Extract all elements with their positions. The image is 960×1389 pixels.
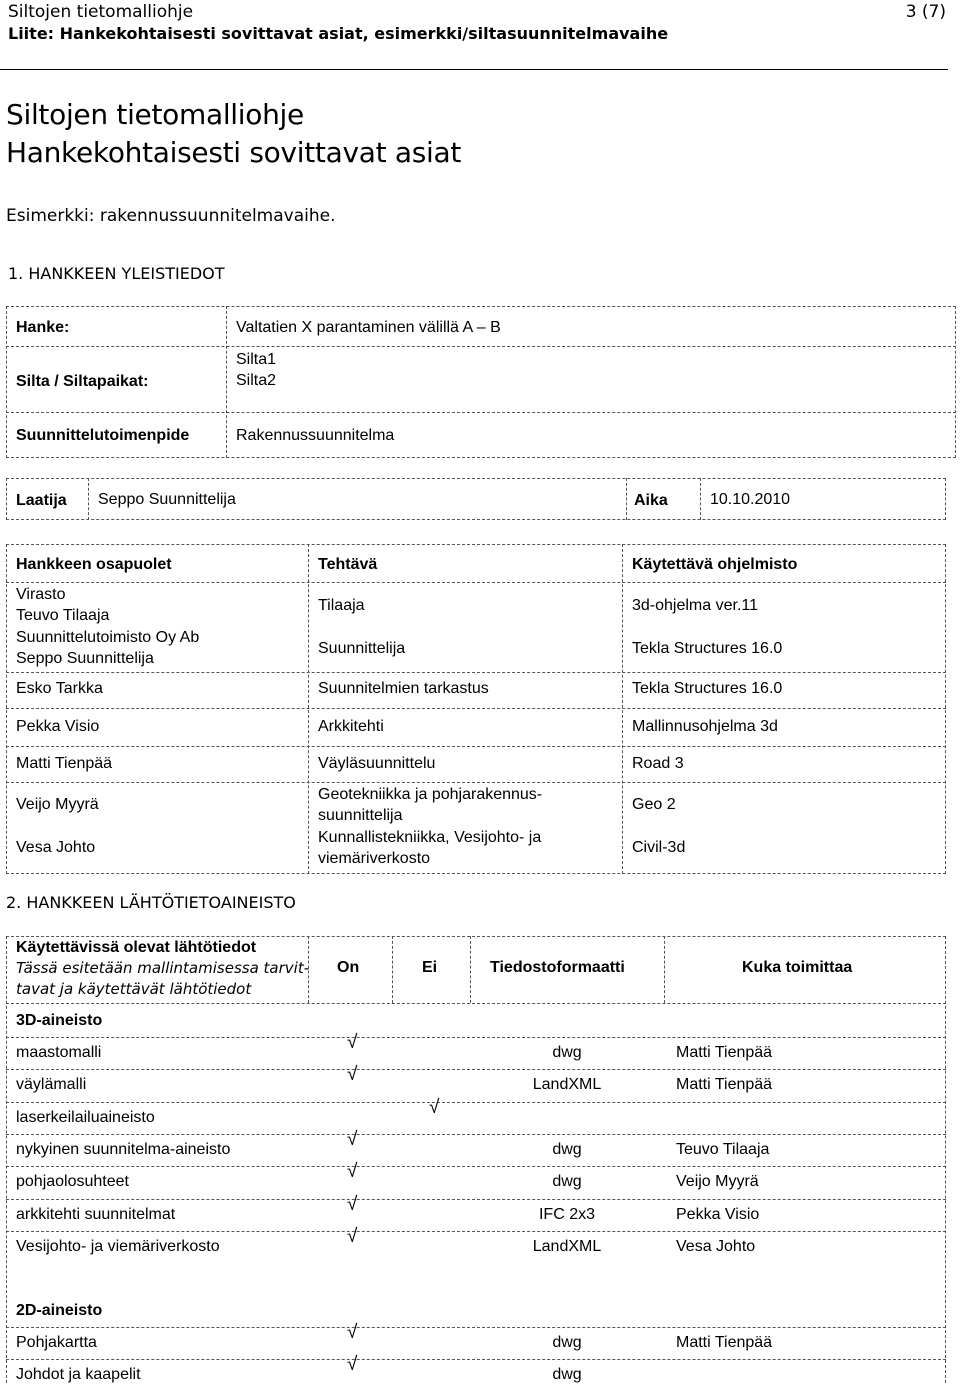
row-divider bbox=[6, 1359, 946, 1360]
col-header-parties: Hankkeen osapuolet bbox=[16, 556, 172, 573]
source-item-name: Johdot ja kaapelit bbox=[16, 1366, 141, 1383]
party-software: Mallinnusohjelma 3d bbox=[632, 718, 778, 735]
author-value: Seppo Suunnittelija bbox=[98, 491, 236, 508]
time-value: 10.10.2010 bbox=[710, 491, 791, 508]
party-org: Virasto bbox=[16, 586, 66, 603]
source-item-name: laserkeilailuaineisto bbox=[16, 1108, 155, 1126]
source-item-provider: Matti Tienpää bbox=[676, 1044, 773, 1061]
source-item-provider: Vesa Johto bbox=[676, 1237, 756, 1255]
party-person: Teuvo Tilaaja bbox=[16, 607, 110, 624]
party-person: Seppo Suunnittelija bbox=[16, 650, 154, 667]
row-divider bbox=[6, 1037, 946, 1038]
source-item-name: arkkitehti suunnitelmat bbox=[16, 1205, 176, 1223]
bridge-value-2: Silta2 bbox=[236, 372, 277, 389]
source-item-format: dwg bbox=[552, 1140, 582, 1158]
source-item-name: Pohjakartta bbox=[16, 1334, 97, 1351]
source-item-provider: Matti Tienpää bbox=[676, 1334, 773, 1351]
running-header-attachment: Liite: Hankekohtaisesti sovittavat asiat, esimerkki/siltasuunnitelmavaihe bbox=[8, 24, 669, 43]
source-item-name: väylämalli bbox=[16, 1076, 87, 1094]
table-title: Käytettävissä olevat lähtötiedot bbox=[16, 939, 257, 956]
party-person: Pekka Visio bbox=[16, 718, 100, 735]
row-divider bbox=[6, 1199, 946, 1200]
source-item-name: pohjaolosuhteet bbox=[16, 1173, 129, 1191]
party-software: 3d-ohjelma ver.11 bbox=[632, 597, 758, 614]
check-ei-icon: √ bbox=[429, 1096, 440, 1118]
document-title: Siltojen tietomalliohje bbox=[6, 98, 304, 131]
party-person: Vesa Johto bbox=[16, 839, 96, 856]
party-software: Civil-3d bbox=[632, 839, 686, 856]
source-item-format: dwg bbox=[552, 1044, 582, 1061]
time-label: Aika bbox=[634, 492, 668, 509]
source-item-format: LandXML bbox=[532, 1076, 602, 1094]
section-1-heading: 1. HANKKEEN YLEISTIEDOT bbox=[8, 264, 225, 283]
source-item-provider: Veijo Myyrä bbox=[676, 1173, 759, 1191]
example-note: Esimerkki: rakennussuunnitelmavaihe. bbox=[6, 206, 336, 226]
source-item-name: Vesijohto- ja viemäriverkosto bbox=[16, 1237, 220, 1255]
source-item-format: IFC 2x3 bbox=[538, 1205, 595, 1223]
source-item-name: nykyinen suunnitelma-aineisto bbox=[16, 1140, 231, 1158]
row-divider bbox=[6, 1069, 946, 1070]
party-task-cont: viemäriverkosto bbox=[318, 850, 431, 867]
check-on-icon: √ bbox=[347, 1064, 358, 1086]
row-divider bbox=[6, 1134, 946, 1135]
design-action-value: Rakennussuunnitelma bbox=[236, 427, 395, 444]
source-item-provider: Matti Tienpää bbox=[676, 1076, 773, 1094]
bridge-label: Silta / Siltapaikat: bbox=[16, 373, 149, 390]
table-note-line2: tavat ja käytettävät lähtötiedot bbox=[16, 980, 252, 998]
section-2-heading: 2. HANKKEEN LÄHTÖTIETOAINEISTO bbox=[6, 893, 296, 912]
col-header-on: On bbox=[337, 959, 360, 976]
project-label: Hanke: bbox=[16, 319, 70, 336]
party-task: Tilaaja bbox=[318, 597, 365, 614]
check-on-icon: √ bbox=[347, 1128, 358, 1150]
party-person: Veijo Myyrä bbox=[16, 796, 99, 813]
row-divider bbox=[6, 1327, 946, 1328]
party-org: Suunnittelutoimisto Oy Ab bbox=[16, 629, 200, 646]
check-on-icon: √ bbox=[347, 1225, 358, 1247]
source-item-provider: Pekka Visio bbox=[676, 1205, 760, 1223]
running-header-title: Siltojen tietomalliohje bbox=[8, 2, 194, 22]
party-software: Geo 2 bbox=[632, 796, 676, 813]
check-on-icon: √ bbox=[347, 1354, 358, 1375]
check-on-icon: √ bbox=[347, 1032, 358, 1053]
check-on-icon: √ bbox=[347, 1193, 358, 1215]
row-divider bbox=[6, 1166, 946, 1167]
source-item-format: LandXML bbox=[532, 1237, 602, 1255]
header-divider bbox=[0, 69, 948, 70]
check-on-icon: √ bbox=[347, 1322, 358, 1343]
party-task: Suunnitelmien tarkastus bbox=[318, 680, 489, 697]
col-header-who: Kuka toimittaa bbox=[742, 959, 853, 976]
source-item-name: maastomalli bbox=[16, 1044, 102, 1061]
party-task: Suunnittelija bbox=[318, 640, 406, 657]
col-header-software: Käytettävä ohjelmisto bbox=[632, 556, 798, 573]
author-label: Laatija bbox=[16, 492, 67, 509]
source-item-format: dwg bbox=[552, 1173, 582, 1191]
party-task: Kunnallistekniikka, Vesijohto- ja bbox=[318, 829, 542, 846]
table-note-line1: Tässä esitetään mallintamisessa tarvit- bbox=[16, 959, 310, 977]
party-task: Arkkitehti bbox=[318, 718, 384, 735]
party-software: Road 3 bbox=[632, 755, 684, 772]
col-header-format: Tiedostoformaatti bbox=[490, 959, 625, 976]
row-divider bbox=[6, 1231, 946, 1232]
source-item-format: dwg bbox=[552, 1334, 582, 1351]
parties-table bbox=[6, 544, 946, 874]
party-person: Matti Tienpää bbox=[16, 755, 113, 772]
source-item-format: dwg bbox=[552, 1366, 582, 1383]
page-number: 3 (7) bbox=[905, 2, 946, 22]
project-value: Valtatien X parantaminen välillä A – B bbox=[236, 319, 501, 336]
row-divider bbox=[6, 1102, 946, 1103]
party-software: Tekla Structures 16.0 bbox=[632, 640, 783, 657]
check-on-icon: √ bbox=[347, 1161, 358, 1183]
party-person: Esko Tarkka bbox=[16, 680, 103, 697]
design-action-label: Suunnittelutoimenpide bbox=[16, 427, 190, 444]
col-header-task: Tehtävä bbox=[318, 556, 378, 573]
col-header-ei: Ei bbox=[422, 959, 438, 976]
group-3d-heading: 3D-aineisto bbox=[16, 1012, 103, 1029]
source-item-provider: Teuvo Tilaaja bbox=[676, 1140, 770, 1158]
party-software: Tekla Structures 16.0 bbox=[632, 680, 783, 697]
party-task-cont: suunnittelija bbox=[318, 807, 403, 824]
party-task: Geotekniikka ja pohjarakennus- bbox=[318, 786, 543, 803]
party-task: Väyläsuunnittelu bbox=[318, 755, 436, 772]
bridge-value-1: Silta1 bbox=[236, 351, 277, 368]
document-subtitle: Hankekohtaisesti sovittavat asiat bbox=[6, 136, 462, 169]
group-2d-heading: 2D-aineisto bbox=[16, 1302, 103, 1319]
